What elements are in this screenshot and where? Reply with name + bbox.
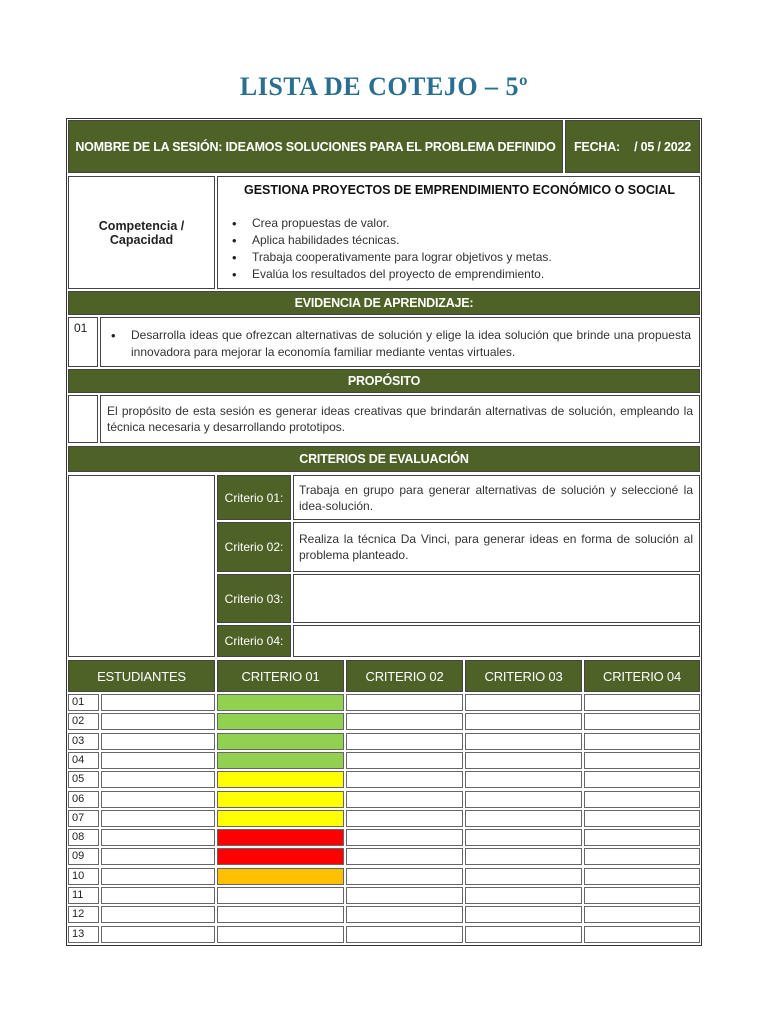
criterio-02-cell[interactable] — [346, 906, 463, 923]
col-header-criterio-04: CRITERIO 04 — [584, 660, 700, 692]
student-name-cell[interactable] — [101, 733, 215, 750]
criterio-02-cell[interactable] — [346, 848, 463, 865]
row-number: 10 — [68, 868, 99, 885]
evidencia-number: 01 — [68, 317, 98, 367]
competencia-item: • Trabaja cooperativamente para lograr objetivos y metas. — [228, 249, 688, 266]
criterio-03-text — [293, 574, 700, 623]
criterio-04-cell[interactable] — [584, 752, 700, 769]
criterio-03-cell[interactable] — [465, 887, 582, 904]
competencia-list — [228, 215, 688, 283]
student-name-cell[interactable] — [101, 752, 215, 769]
proposito-heading: PROPÓSITO — [68, 369, 700, 393]
col-header-estudiantes: ESTUDIANTES — [68, 660, 215, 692]
criterio-01-cell[interactable] — [217, 926, 344, 943]
criterios-blank — [68, 475, 215, 657]
competencia-item: • Evalúa los resultados del proyecto de emprendimiento. — [228, 266, 688, 283]
student-name-cell[interactable] — [101, 868, 215, 885]
session-name: NOMBRE DE LA SESIÓN: IDEAMOS SOLUCIONES PARA EL PROBLEMA DEFINIDO — [68, 120, 563, 173]
criterio-01-cell[interactable] — [217, 733, 344, 750]
criterio-01-cell[interactable] — [217, 887, 344, 904]
competencia-item: • Crea propuestas de valor. — [228, 215, 688, 232]
student-name-cell[interactable] — [101, 694, 215, 711]
criterio-03-cell[interactable] — [465, 733, 582, 750]
col-header-criterio-03: CRITERIO 03 — [465, 660, 582, 692]
row-number: 06 — [68, 791, 99, 808]
date-label: FECHA: — [574, 139, 621, 154]
criterio-04-label: Criterio 04: — [217, 625, 291, 657]
criterio-01-cell[interactable] — [217, 771, 344, 788]
row-number: 04 — [68, 752, 99, 769]
criterio-01-cell[interactable] — [217, 906, 344, 923]
row-number: 12 — [68, 906, 99, 923]
criterio-01-label: Criterio 01: — [217, 475, 291, 520]
evidencia-heading: EVIDENCIA DE APRENDIZAJE: — [68, 291, 700, 315]
proposito-text: El propósito de esta sesión es generar ideas creativas que brindarán alternativas de solución, empleando la técnica necesaria y desarrollando prototipos. — [100, 395, 700, 443]
criterio-04-cell[interactable] — [584, 713, 700, 730]
criterio-04-cell[interactable] — [584, 810, 700, 827]
row-number: 07 — [68, 810, 99, 827]
row-number: 03 — [68, 733, 99, 750]
criterio-02-label: Criterio 02: — [217, 522, 291, 572]
student-name-cell[interactable] — [101, 791, 215, 808]
criterio-02-cell[interactable] — [346, 887, 463, 904]
date-value: / 05 / 2022 — [634, 139, 691, 154]
criterio-02-cell[interactable] — [346, 752, 463, 769]
criterio-04-cell[interactable] — [584, 733, 700, 750]
student-name-cell[interactable] — [101, 771, 215, 788]
criterio-03-cell[interactable] — [465, 926, 582, 943]
student-name-cell[interactable] — [101, 829, 215, 846]
competencia-item: • Aplica habilidades técnicas. — [228, 232, 688, 249]
criterio-02-cell[interactable] — [346, 733, 463, 750]
criterio-04-cell[interactable] — [584, 771, 700, 788]
criterio-03-label: Criterio 03: — [217, 574, 291, 623]
competencia-content — [217, 176, 700, 289]
competencia-heading: GESTIONA PROYECTOS DE EMPRENDIMIENTO ECONÓMICO O SOCIAL — [243, 183, 676, 197]
criterio-02-cell[interactable] — [346, 810, 463, 827]
student-name-cell[interactable] — [101, 926, 215, 943]
row-number: 08 — [68, 829, 99, 846]
criterio-03-cell[interactable] — [465, 713, 582, 730]
criterio-01-cell[interactable] — [217, 713, 344, 730]
proposito-spacer — [68, 395, 98, 443]
criterio-01-text: Trabaja en grupo para generar alternativas de solución y seleccioné la idea-solución. — [293, 475, 700, 520]
criterio-04-cell[interactable] — [584, 906, 700, 923]
criterio-03-cell[interactable] — [465, 810, 582, 827]
criterio-02-cell[interactable] — [346, 694, 463, 711]
row-number: 09 — [68, 848, 99, 865]
criterio-02-cell[interactable] — [346, 868, 463, 885]
criterio-03-cell[interactable] — [465, 771, 582, 788]
criterio-03-cell[interactable] — [465, 848, 582, 865]
criterio-04-cell[interactable] — [584, 868, 700, 885]
criterio-03-cell[interactable] — [465, 906, 582, 923]
row-number: 13 — [68, 926, 99, 943]
criterio-04-cell[interactable] — [584, 848, 700, 865]
criterio-02-cell[interactable] — [346, 713, 463, 730]
student-name-cell[interactable] — [101, 810, 215, 827]
criterio-01-cell[interactable] — [217, 848, 344, 865]
competencia-label: Competencia / Capacidad — [68, 176, 215, 289]
criterio-04-cell[interactable] — [584, 694, 700, 711]
criterio-01-cell[interactable] — [217, 791, 344, 808]
criterio-02-cell[interactable] — [346, 791, 463, 808]
criterio-02-text: Realiza la técnica Da Vinci, para generar ideas en forma de solución al problema planteado. — [293, 522, 700, 572]
criterio-01-cell[interactable] — [217, 810, 344, 827]
evidencia-content — [100, 317, 700, 367]
criterio-03-cell[interactable] — [465, 791, 582, 808]
page-title: LISTA DE COTEJO – 5º — [239, 72, 529, 101]
criterio-03-cell[interactable] — [465, 829, 582, 846]
criterio-01-cell[interactable] — [217, 829, 344, 846]
criterio-04-text — [293, 625, 700, 657]
criterio-03-cell[interactable] — [465, 752, 582, 769]
row-number: 01 — [68, 694, 99, 711]
evidencia-text: • Desarrolla ideas que ofrezcan alternativas de solución y elige la idea solución que brinde una propuesta innovadora para mejorar la economía familiar mediante ventas virtuales. — [107, 327, 691, 361]
criterio-04-cell[interactable] — [584, 829, 700, 846]
student-name-cell[interactable] — [101, 887, 215, 904]
criterio-03-cell[interactable] — [465, 694, 582, 711]
session-date — [565, 120, 700, 173]
criterio-04-cell[interactable] — [584, 791, 700, 808]
criterio-04-cell[interactable] — [584, 926, 700, 943]
row-number: 11 — [68, 887, 99, 904]
criterio-02-cell[interactable] — [346, 771, 463, 788]
criterio-03-cell[interactable] — [465, 868, 582, 885]
criterio-01-cell[interactable] — [217, 868, 344, 885]
criterio-04-cell[interactable] — [584, 887, 700, 904]
student-name-cell[interactable] — [101, 906, 215, 923]
col-header-criterio-02: CRITERIO 02 — [346, 660, 463, 692]
criterios-heading: CRITERIOS DE EVALUACIÓN — [68, 446, 700, 472]
student-name-cell[interactable] — [101, 713, 215, 730]
student-name-cell[interactable] — [101, 848, 215, 865]
criterio-01-cell[interactable] — [217, 752, 344, 769]
criterio-01-cell[interactable] — [217, 694, 344, 711]
row-number: 02 — [68, 713, 99, 730]
row-number: 05 — [68, 771, 99, 788]
criterio-02-cell[interactable] — [346, 829, 463, 846]
criterio-02-cell[interactable] — [346, 926, 463, 943]
col-header-criterio-01: CRITERIO 01 — [217, 660, 344, 692]
